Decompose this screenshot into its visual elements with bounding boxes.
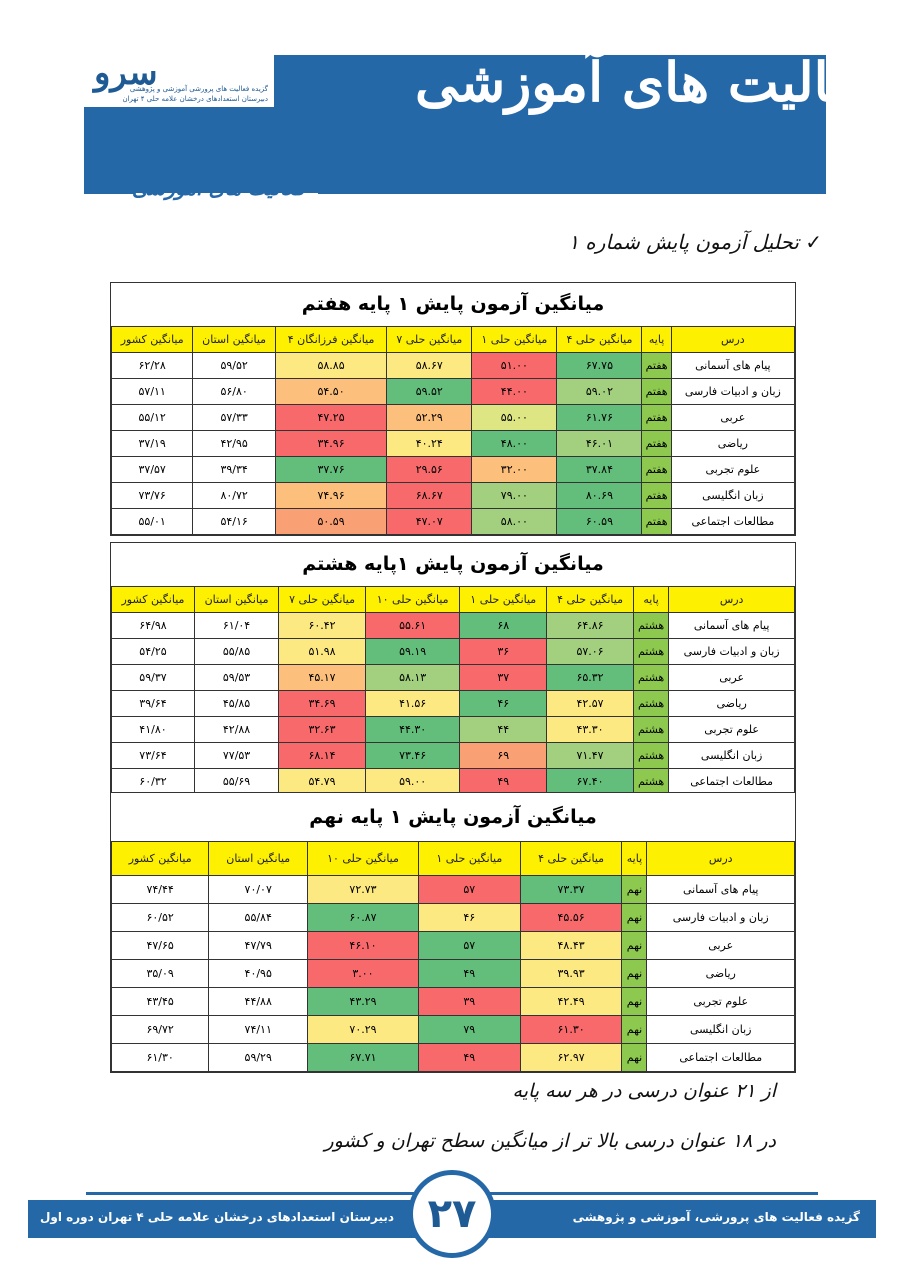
subject-cell: ریاضی — [647, 960, 795, 988]
score-cell: ۵۰.۵۹ — [275, 509, 386, 535]
average-cell: ۵۴/۱۶ — [193, 509, 276, 535]
grade-cell: هشتم — [633, 717, 668, 743]
column-header: میانگین حلی ۱ — [418, 842, 520, 876]
average-cell: ۷۳/۷۶ — [112, 483, 193, 509]
table-row — [112, 769, 795, 795]
score-cell: ۵۴.۷۹ — [279, 769, 366, 795]
average-cell: ۶۴/۹۸ — [112, 613, 195, 639]
score-cell: ۶۹ — [460, 743, 547, 769]
note-1: از ۲۱ عنوان درسی در هر سه پایه — [512, 1080, 776, 1102]
table-row — [112, 904, 795, 932]
average-cell: ۵۹/۵۳ — [194, 665, 278, 691]
average-cell: ۷۳/۶۴ — [112, 743, 195, 769]
column-header: پایه — [642, 327, 671, 353]
table-row — [112, 509, 795, 535]
page-number-badge — [408, 1170, 496, 1258]
table-row — [112, 932, 795, 960]
column-header: میانگین حلی ۴ — [547, 587, 634, 613]
average-cell: ۵۷/۳۳ — [193, 405, 276, 431]
score-cell: ۵۹.۰۲ — [557, 379, 642, 405]
score-cell: ۵۴.۵۰ — [275, 379, 386, 405]
grade-cell: هشتم — [633, 613, 668, 639]
table-grade-7 — [110, 282, 796, 536]
score-cell: ۴۶ — [418, 904, 520, 932]
table-row — [112, 353, 795, 379]
score-cell: ۴۳.۳۰ — [547, 717, 634, 743]
average-cell: ۵۵/۰۱ — [112, 509, 193, 535]
column-header: درس — [647, 842, 795, 876]
score-cell: ۳۶ — [460, 639, 547, 665]
strip-line-left — [84, 190, 134, 194]
score-cell: ۶۴.۸۶ — [547, 613, 634, 639]
column-header: پایه — [622, 842, 647, 876]
scores-table — [111, 326, 795, 535]
grade-cell: هشتم — [633, 769, 668, 795]
score-cell: ۵۷ — [418, 876, 520, 904]
score-cell: ۳۷ — [460, 665, 547, 691]
column-header: میانگین حلی ۷ — [387, 327, 472, 353]
score-cell: ۵۱.۰۰ — [472, 353, 557, 379]
average-cell: ۶۰/۳۲ — [112, 769, 195, 795]
average-cell: ۵۵/۸۴ — [209, 904, 308, 932]
table-row — [112, 988, 795, 1016]
average-cell: ۵۵/۶۹ — [194, 769, 278, 795]
note-2: در ۱۸ عنوان درسی بالا تر از میانگین سطح تهران و کشور — [324, 1130, 776, 1152]
score-cell: ۳۲.۶۳ — [279, 717, 366, 743]
column-header: میانگین حلی ۴ — [520, 842, 622, 876]
subject-cell: زبان انگلیسی — [669, 743, 795, 769]
average-cell: ۵۶/۸۰ — [193, 379, 276, 405]
grade-cell: نهم — [622, 1044, 647, 1072]
column-header: میانگین حلی ۱۰ — [365, 587, 459, 613]
column-header: میانگین حلی ۱۰ — [308, 842, 419, 876]
grade-cell: هفتم — [642, 431, 671, 457]
score-cell: ۶۷.۷۱ — [308, 1044, 419, 1072]
score-cell: ۳۲.۰۰ — [472, 457, 557, 483]
table-row — [112, 691, 795, 717]
subject-cell: ریاضی — [669, 691, 795, 717]
column-header: پایه — [633, 587, 668, 613]
score-cell: ۴۴.۰۰ — [472, 379, 557, 405]
average-cell: ۴۷/۶۵ — [112, 932, 209, 960]
column-header: میانگین حلی ۷ — [279, 587, 366, 613]
score-cell: ۵۸.۶۷ — [387, 353, 472, 379]
grade-cell: هشتم — [633, 691, 668, 717]
score-cell: ۲۹.۵۶ — [387, 457, 472, 483]
score-cell: ۴۵.۵۶ — [520, 904, 622, 932]
average-cell: ۵۹/۵۲ — [193, 353, 276, 379]
score-cell: ۵۲.۲۹ — [387, 405, 472, 431]
grade-cell: هفتم — [642, 353, 671, 379]
score-cell: ۴۶ — [460, 691, 547, 717]
subject-cell: زبان و ادبیات فارسی — [669, 639, 795, 665]
table-title: میانگین آزمون پایش ۱پایه هشتم — [302, 553, 604, 575]
average-cell: ۴۳/۴۵ — [112, 988, 209, 1016]
column-header: میانگین کشور — [112, 842, 209, 876]
average-cell: ۴۴/۸۸ — [209, 988, 308, 1016]
subject-cell: مطالعات اجتماعی — [647, 1044, 795, 1072]
score-cell: ۴۴.۳۰ — [365, 717, 459, 743]
table-row — [112, 743, 795, 769]
score-cell: ۶۵.۳۲ — [547, 665, 634, 691]
average-cell: ۷۷/۵۳ — [194, 743, 278, 769]
average-cell: ۴۲/۹۵ — [193, 431, 276, 457]
score-cell: ۴۹ — [418, 1044, 520, 1072]
table-row — [112, 613, 795, 639]
score-cell: ۶۸ — [460, 613, 547, 639]
average-cell: ۳۷/۱۹ — [112, 431, 193, 457]
table-row — [112, 717, 795, 743]
subject-cell: پیام های آسمانی — [671, 353, 794, 379]
column-header: میانگین حلی ۱ — [472, 327, 557, 353]
column-header: میانگین حلی ۴ — [557, 327, 642, 353]
subject-cell: مطالعات اجتماعی — [669, 769, 795, 795]
score-cell: ۶۸.۱۴ — [279, 743, 366, 769]
score-cell: ۶۷.۴۰ — [547, 769, 634, 795]
score-cell: ۴۸.۰۰ — [472, 431, 557, 457]
score-cell: ۶۸.۶۷ — [387, 483, 472, 509]
subject-cell: پیام های آسمانی — [669, 613, 795, 639]
score-cell: ۵۷ — [418, 932, 520, 960]
score-cell: ۷۹ — [418, 1016, 520, 1044]
grade-cell: نهم — [622, 932, 647, 960]
average-cell: ۶۲/۲۸ — [112, 353, 193, 379]
table-row — [112, 457, 795, 483]
score-cell: ۵۱.۹۸ — [279, 639, 366, 665]
score-cell: ۳۴.۹۶ — [275, 431, 386, 457]
score-cell: ۵۸.۸۵ — [275, 353, 386, 379]
table-row — [112, 1016, 795, 1044]
average-cell: ۳۹/۶۴ — [112, 691, 195, 717]
grade-cell: نهم — [622, 988, 647, 1016]
scores-table — [111, 841, 795, 1072]
score-cell: ۴۶.۱۰ — [308, 932, 419, 960]
table-row — [112, 639, 795, 665]
average-cell: ۵۵/۸۵ — [194, 639, 278, 665]
average-cell: ۳۹/۳۴ — [193, 457, 276, 483]
subject-cell: زبان و ادبیات فارسی — [671, 379, 794, 405]
score-cell: ۷۱.۴۷ — [547, 743, 634, 769]
score-cell: ۷۴.۹۶ — [275, 483, 386, 509]
scores-table — [111, 586, 795, 795]
score-cell: ۴۵.۱۷ — [279, 665, 366, 691]
logo — [84, 55, 274, 107]
footer-collection-title: گزیده فعالیت های پرورشی، آموزشی و پژوهشی — [572, 1210, 860, 1224]
logo-subtitle-2: دبیرستان استعدادهای درخشان علامه حلی ۴ تهران — [122, 95, 268, 103]
grade-cell: هفتم — [642, 509, 671, 535]
grade-cell: هشتم — [633, 743, 668, 769]
table-row — [112, 1044, 795, 1072]
average-cell: ۴۵/۸۵ — [194, 691, 278, 717]
column-header: میانگین استان — [193, 327, 276, 353]
score-cell: ۶۲.۹۷ — [520, 1044, 622, 1072]
score-cell: ۴۹ — [418, 960, 520, 988]
score-cell: ۷۹.۰۰ — [472, 483, 557, 509]
table-row — [112, 431, 795, 457]
grade-cell: هفتم — [642, 379, 671, 405]
score-cell: ۷۲.۷۳ — [308, 876, 419, 904]
table-grade-8 — [110, 542, 796, 796]
section-heading: ✓ تحلیل آزمون پایش شماره ۱ — [568, 230, 822, 254]
column-header: درس — [671, 327, 794, 353]
strip-line-right — [318, 190, 826, 194]
score-cell: ۶۱.۳۰ — [520, 1016, 622, 1044]
average-cell: ۵۹/۲۹ — [209, 1044, 308, 1072]
table-row — [112, 960, 795, 988]
score-cell: ۳۹ — [418, 988, 520, 1016]
table-title: میانگین آزمون پایش ۱ پایه نهم — [309, 806, 597, 828]
average-cell: ۷۴/۱۱ — [209, 1016, 308, 1044]
header-row — [112, 842, 795, 876]
table-row — [112, 379, 795, 405]
average-cell: ۴۱/۸۰ — [112, 717, 195, 743]
average-cell: ۳۵/۰۹ — [112, 960, 209, 988]
average-cell: ۵۹/۳۷ — [112, 665, 195, 691]
score-cell: ۴۴ — [460, 717, 547, 743]
footer-school-name: دبیرستان استعدادهای درخشان علامه حلی ۴ تهران دوره اول — [40, 1210, 395, 1224]
table-title: میانگین آزمون پایش ۱ پایه هفتم — [301, 293, 605, 315]
subject-cell: علوم تجربی — [671, 457, 794, 483]
table-row — [112, 405, 795, 431]
grade-cell: هفتم — [642, 405, 671, 431]
subject-cell: علوم تجربی — [669, 717, 795, 743]
score-cell: ۴۷.۲۵ — [275, 405, 386, 431]
score-cell: ۶۱.۷۶ — [557, 405, 642, 431]
grade-cell: نهم — [622, 876, 647, 904]
score-cell: ۴۹ — [460, 769, 547, 795]
score-cell: ۳۹.۹۳ — [520, 960, 622, 988]
score-cell: ۴۰.۲۴ — [387, 431, 472, 457]
score-cell: ۳۷.۸۴ — [557, 457, 642, 483]
average-cell: ۶۰/۵۲ — [112, 904, 209, 932]
column-header: میانگین فرزانگان ۴ — [275, 327, 386, 353]
score-cell: ۶۷.۷۵ — [557, 353, 642, 379]
score-cell: ۴۷.۰۷ — [387, 509, 472, 535]
grade-cell: هفتم — [642, 457, 671, 483]
score-cell: ۶۰.۵۹ — [557, 509, 642, 535]
subject-cell: عربی — [647, 932, 795, 960]
score-cell: ۴۸.۴۳ — [520, 932, 622, 960]
score-cell: ۳۴.۶۹ — [279, 691, 366, 717]
average-cell: ۴۰/۹۵ — [209, 960, 308, 988]
subject-cell: زبان انگلیسی — [671, 483, 794, 509]
average-cell: ۵۵/۱۲ — [112, 405, 193, 431]
score-cell: ۵۸.۰۰ — [472, 509, 557, 535]
grade-cell: هشتم — [633, 639, 668, 665]
score-cell: ۳.۰۰ — [308, 960, 419, 988]
average-cell: ۸۰/۷۲ — [193, 483, 276, 509]
score-cell: ۷۰.۲۹ — [308, 1016, 419, 1044]
score-cell: ۵۵.۰۰ — [472, 405, 557, 431]
score-cell: ۴۶.۰۱ — [557, 431, 642, 457]
header-row — [112, 327, 795, 353]
score-cell: ۸۰.۶۹ — [557, 483, 642, 509]
subject-cell: عربی — [671, 405, 794, 431]
subject-cell: عربی — [669, 665, 795, 691]
average-cell: ۷۴/۴۴ — [112, 876, 209, 904]
grade-cell: نهم — [622, 960, 647, 988]
subject-cell: پیام های آسمانی — [647, 876, 795, 904]
grade-cell: نهم — [622, 904, 647, 932]
header-row — [112, 587, 795, 613]
score-cell: ۴۱.۵۶ — [365, 691, 459, 717]
average-cell: ۵۷/۱۱ — [112, 379, 193, 405]
column-header: میانگین کشور — [112, 587, 195, 613]
average-cell: ۴۷/۷۹ — [209, 932, 308, 960]
score-cell: ۵۸.۱۳ — [365, 665, 459, 691]
average-cell: ۳۷/۵۷ — [112, 457, 193, 483]
score-cell: ۷۳.۳۷ — [520, 876, 622, 904]
subject-cell: ریاضی — [671, 431, 794, 457]
table-row — [112, 483, 795, 509]
average-cell: ۶۱/۳۰ — [112, 1044, 209, 1072]
score-cell: ۵۷.۰۶ — [547, 639, 634, 665]
page-number: ۲۷ — [427, 1191, 477, 1237]
score-cell: ۵۵.۶۱ — [365, 613, 459, 639]
column-header: میانگین حلی ۱ — [460, 587, 547, 613]
logo-wordmark: سرو — [94, 53, 158, 93]
column-header: میانگین استان — [194, 587, 278, 613]
table-row — [112, 876, 795, 904]
subject-cell: زبان انگلیسی — [647, 1016, 795, 1044]
score-cell: ۴۳.۲۹ — [308, 988, 419, 1016]
subject-cell: مطالعات اجتماعی — [671, 509, 794, 535]
grade-cell: هفتم — [642, 483, 671, 509]
strip-title: فعالیت های آموزشی — [132, 176, 305, 200]
table-row — [112, 665, 795, 691]
table-grade-9 — [110, 792, 796, 1073]
score-cell: ۶۰.۸۷ — [308, 904, 419, 932]
grade-cell: هشتم — [633, 665, 668, 691]
average-cell: ۶۹/۷۲ — [112, 1016, 209, 1044]
score-cell: ۷۳.۴۶ — [365, 743, 459, 769]
column-header: میانگین استان — [209, 842, 308, 876]
average-cell: ۷۰/۰۷ — [209, 876, 308, 904]
average-cell: ۶۱/۰۴ — [194, 613, 278, 639]
grade-cell: نهم — [622, 1016, 647, 1044]
logo-subtitle-1: گزیده فعالیت های پرورشی آموزشی و پژوهشی — [129, 85, 268, 93]
column-header: درس — [669, 587, 795, 613]
average-cell: ۴۲/۸۸ — [194, 717, 278, 743]
column-header: میانگین کشور — [112, 327, 193, 353]
average-cell: ۵۴/۲۵ — [112, 639, 195, 665]
banner-title: فعالیت های آموزشی — [414, 50, 882, 114]
score-cell: ۴۲.۴۹ — [520, 988, 622, 1016]
subject-cell: زبان و ادبیات فارسی — [647, 904, 795, 932]
score-cell: ۵۹.۵۲ — [387, 379, 472, 405]
score-cell: ۳۷.۷۶ — [275, 457, 386, 483]
score-cell: ۶۰.۴۲ — [279, 613, 366, 639]
score-cell: ۵۹.۰۰ — [365, 769, 459, 795]
score-cell: ۵۹.۱۹ — [365, 639, 459, 665]
subject-cell: علوم تجربی — [647, 988, 795, 1016]
score-cell: ۴۲.۵۷ — [547, 691, 634, 717]
